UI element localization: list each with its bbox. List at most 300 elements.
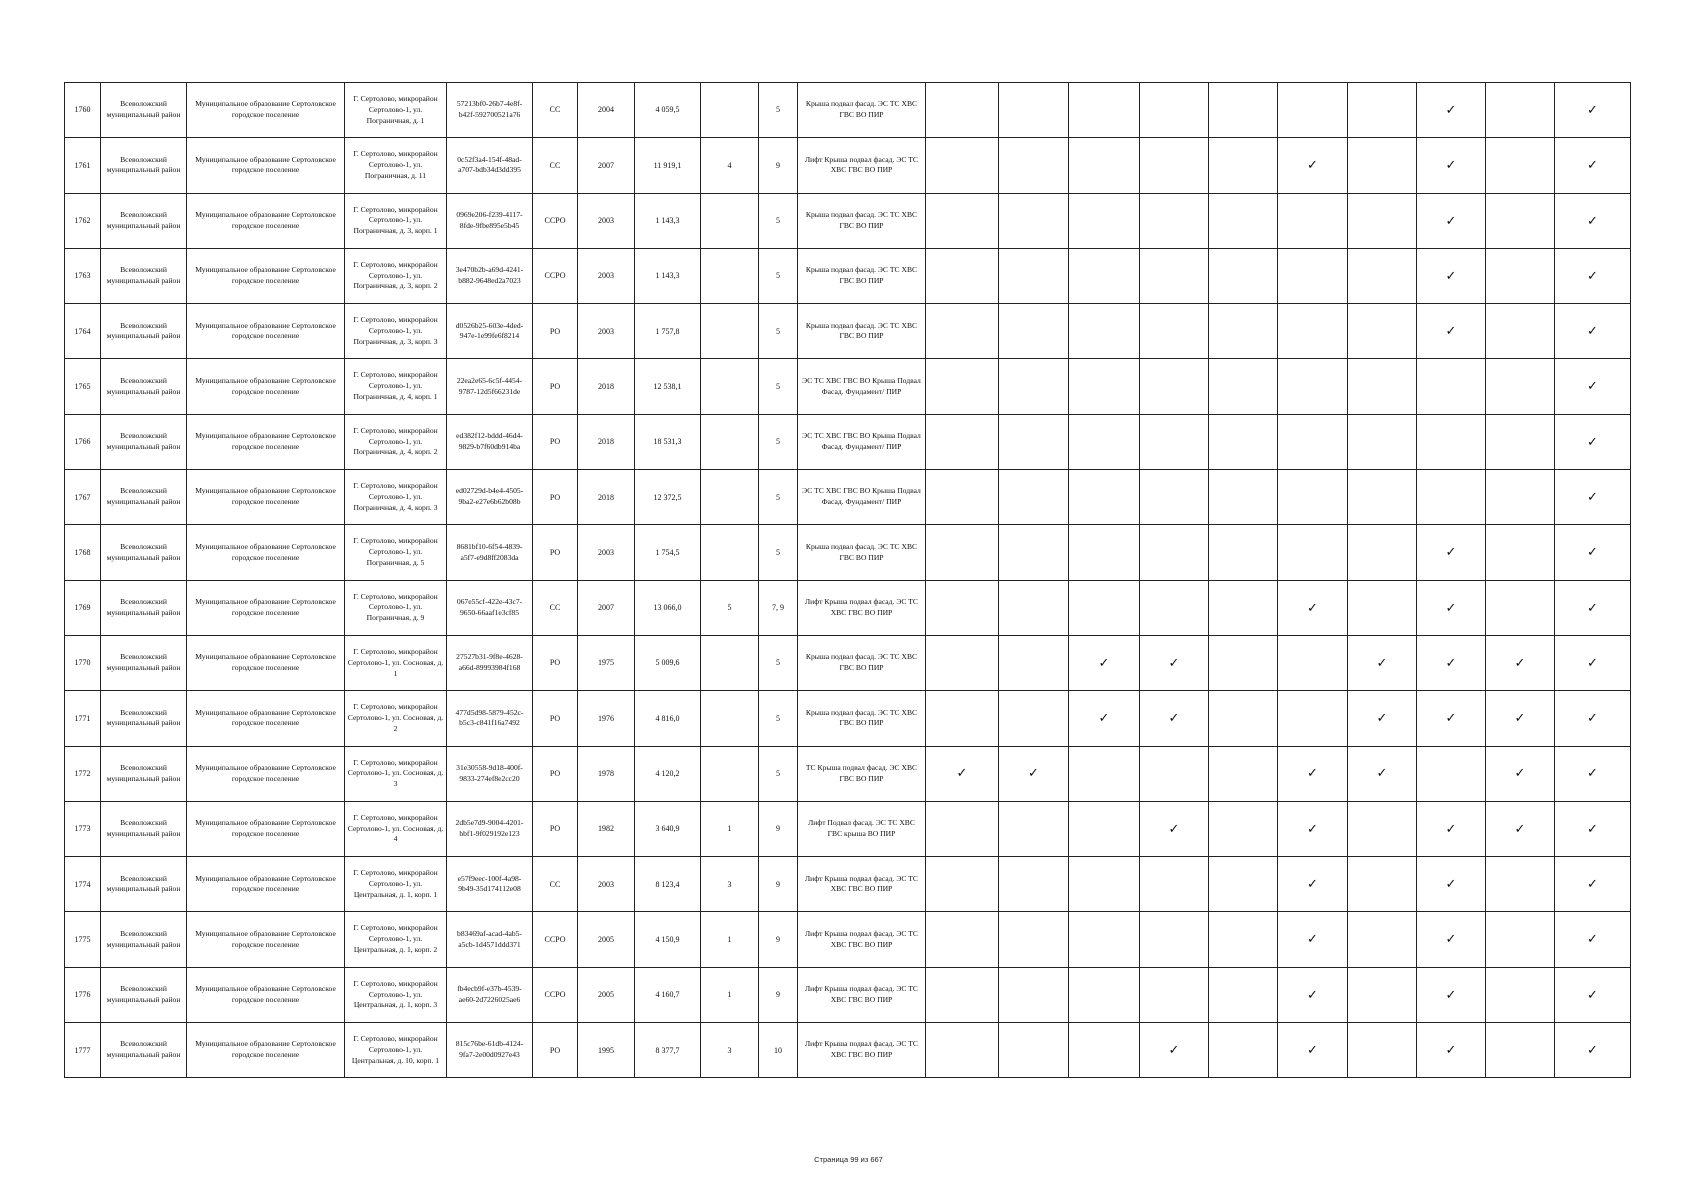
checkmark-icon: ✓ [1445,267,1457,283]
work-mark-cell-4 [1140,304,1209,359]
municipality-cell: Муниципальное образование Сертоловское городское поселение [187,414,345,469]
data-table [64,82,1631,1078]
work-mark-cell-2 [999,359,1069,414]
house-guid-cell: ed02729d-b4e4-4505-9ba2-e27e6b62b08b [447,470,533,525]
work-mark-cell-7 [1348,691,1417,746]
work-mark-cell-6 [1278,912,1348,967]
house-guid-cell: 27527b31-9f8e-4628-a66d-89993984f168 [447,635,533,690]
checkmark-icon: ✓ [1587,931,1598,947]
municipality-cell: Муниципальное образование Сертоловское городское поселение [187,304,345,359]
work-mark-cell-7 [1348,470,1417,525]
works-list-cell: ЭС ТС ХВС ГВС ВО Крыша Подвал Фасад. Фундамент/ ПИР [798,359,926,414]
address-cell: Г. Сертолово, микрорайон Сертолово-1, ул. Пограничная, д. 5 [345,525,447,580]
work-mark-cell-5 [1209,1023,1278,1078]
work-mark-cell-9 [1486,359,1555,414]
area-cell: 4 816,0 [635,691,701,746]
checkmark-icon: ✓ [1445,599,1457,615]
work-mark-cell-8 [1417,304,1486,359]
checkmark-icon: ✓ [1587,378,1598,394]
municipality-cell: Муниципальное образование Сертоловское городское поселение [187,525,345,580]
wall-material-cell: СС [533,138,578,193]
table-row [65,414,1631,469]
work-mark-cell-6 [1278,470,1348,525]
district-cell: Всеволожский муниципальный район [101,138,187,193]
works-list-cell: Лифт Крыша подвал фасад. ЭС ТС ХВС ГВС ВО ПИР [798,1023,926,1078]
municipality-cell: Муниципальное образование Сертоловское городское поселение [187,635,345,690]
build-year-cell: 2003 [578,248,635,303]
work-mark-cell-1 [926,857,999,912]
build-year-cell: 2018 [578,470,635,525]
checkmark-icon: ✓ [1098,654,1110,670]
work-mark-cell-10 [1555,304,1631,359]
work-mark-cell-5 [1209,193,1278,248]
work-mark-cell-2 [999,746,1069,801]
field-2-cell: 9 [759,912,798,967]
work-mark-cell-8 [1417,857,1486,912]
work-mark-cell-9 [1486,801,1555,856]
field-2-cell: 5 [759,746,798,801]
wall-material-cell: РО [533,1023,578,1078]
works-list-cell: ЭС ТС ХВС ГВС ВО Крыша Подвал Фасад. Фундамент/ ПИР [798,414,926,469]
checkmark-icon: ✓ [1445,876,1457,892]
table-row [65,967,1631,1022]
work-mark-cell-4 [1140,248,1209,303]
area-cell: 4 150,9 [635,912,701,967]
district-cell: Всеволожский муниципальный район [101,857,187,912]
work-mark-cell-8 [1417,470,1486,525]
work-mark-cell-6 [1278,691,1348,746]
checkmark-icon: ✓ [1587,101,1598,117]
address-cell: Г. Сертолово, микрорайон Сертолово-1, ул. Сосновая, д. 3 [345,746,447,801]
work-mark-cell-2 [999,967,1069,1022]
area-cell: 1 754,5 [635,525,701,580]
district-cell: Всеволожский муниципальный район [101,635,187,690]
work-mark-cell-10 [1555,193,1631,248]
work-mark-cell-3 [1069,912,1140,967]
work-mark-cell-4 [1140,359,1209,414]
field-1-cell [701,304,759,359]
municipality-cell: Муниципальное образование Сертоловское городское поселение [187,359,345,414]
work-mark-cell-5 [1209,635,1278,690]
work-mark-cell-10 [1555,470,1631,525]
works-list-cell: Лифт Крыша подвал фасад. ЭС ТС ХВС ГВС ВО ПИР [798,138,926,193]
work-mark-cell-9 [1486,193,1555,248]
build-year-cell: 1976 [578,691,635,746]
checkmark-icon: ✓ [1587,267,1598,283]
checkmark-icon: ✓ [1168,1041,1180,1057]
work-mark-cell-8 [1417,83,1486,138]
wall-material-cell: РО [533,801,578,856]
address-cell: Г. Сертолово, микрорайон Сертолово-1, ул. Пограничная, д. 4, корп. 1 [345,359,447,414]
work-mark-cell-2 [999,83,1069,138]
area-cell: 18 531,3 [635,414,701,469]
table-row [65,470,1631,525]
work-mark-cell-7 [1348,359,1417,414]
checkmark-icon: ✓ [1307,876,1318,892]
work-mark-cell-3 [1069,635,1140,690]
checkmark-icon: ✓ [1028,765,1039,781]
work-mark-cell-7 [1348,525,1417,580]
table-row [65,746,1631,801]
house-guid-cell: 2db5e7d9-9004-4201-bbf1-9f029192e123 [447,801,533,856]
municipality-cell: Муниципальное образование Сертоловское городское поселение [187,580,345,635]
work-mark-cell-5 [1209,746,1278,801]
works-list-cell: ТС Крыша подвал фасад. ЭС ХВС ГВС ВО ПИР [798,746,926,801]
district-cell: Всеволожский муниципальный район [101,691,187,746]
work-mark-cell-1 [926,414,999,469]
checkmark-icon: ✓ [1168,654,1180,670]
wall-material-cell: СС [533,857,578,912]
field-2-cell: 9 [759,967,798,1022]
work-mark-cell-8 [1417,193,1486,248]
work-mark-cell-7 [1348,414,1417,469]
work-mark-cell-6 [1278,746,1348,801]
work-mark-cell-4 [1140,193,1209,248]
work-mark-cell-5 [1209,801,1278,856]
work-mark-cell-4 [1140,525,1209,580]
field-1-cell [701,248,759,303]
field-2-cell: 5 [759,470,798,525]
field-2-cell: 5 [759,359,798,414]
work-mark-cell-2 [999,857,1069,912]
checkmark-icon: ✓ [1445,544,1457,560]
work-mark-cell-5 [1209,857,1278,912]
field-2-cell: 5 [759,304,798,359]
work-mark-cell-9 [1486,304,1555,359]
work-mark-cell-10 [1555,967,1631,1022]
build-year-cell: 2007 [578,580,635,635]
work-mark-cell-3 [1069,691,1140,746]
address-cell: Г. Сертолово, микрорайон Сертолово-1, ул. Центральная, д. 1, корп. 3 [345,967,447,1022]
build-year-cell: 2003 [578,304,635,359]
work-mark-cell-4 [1140,83,1209,138]
table-row [65,138,1631,193]
field-1-cell [701,635,759,690]
field-1-cell: 3 [701,1023,759,1078]
work-mark-cell-10 [1555,83,1631,138]
row-number: 1773 [65,801,101,856]
field-2-cell: 9 [759,138,798,193]
address-cell: Г. Сертолово, микрорайон Сертолово-1, ул. Пограничная, д. 1 [345,83,447,138]
municipality-cell: Муниципальное образование Сертоловское городское поселение [187,83,345,138]
area-cell: 13 066,0 [635,580,701,635]
address-cell: Г. Сертолово, микрорайон Сертолово-1, ул. Пограничная, д. 9 [345,580,447,635]
work-mark-cell-2 [999,912,1069,967]
work-mark-cell-9 [1486,470,1555,525]
district-cell: Всеволожский муниципальный район [101,304,187,359]
work-mark-cell-6 [1278,967,1348,1022]
row-number: 1763 [65,248,101,303]
work-mark-cell-7 [1348,857,1417,912]
wall-material-cell: ССРО [533,967,578,1022]
row-number: 1769 [65,580,101,635]
work-mark-cell-6 [1278,193,1348,248]
work-mark-cell-7 [1348,801,1417,856]
checkmark-icon: ✓ [956,765,968,781]
row-number: 1777 [65,1023,101,1078]
row-number: 1760 [65,83,101,138]
checkmark-icon: ✓ [1376,710,1388,726]
work-mark-cell-3 [1069,801,1140,856]
area-cell: 3 640,9 [635,801,701,856]
build-year-cell: 2003 [578,193,635,248]
area-cell: 5 009,6 [635,635,701,690]
district-cell: Всеволожский муниципальный район [101,1023,187,1078]
house-guid-cell: e57f9eec-100f-4a98-9b49-35d174112e08 [447,857,533,912]
work-mark-cell-10 [1555,1023,1631,1078]
field-1-cell: 1 [701,967,759,1022]
work-mark-cell-7 [1348,746,1417,801]
work-mark-cell-2 [999,470,1069,525]
work-mark-cell-5 [1209,912,1278,967]
area-cell: 1 143,3 [635,193,701,248]
build-year-cell: 2018 [578,359,635,414]
area-cell: 4 059,5 [635,83,701,138]
work-mark-cell-3 [1069,359,1140,414]
work-mark-cell-7 [1348,912,1417,967]
work-mark-cell-10 [1555,635,1631,690]
checkmark-icon: ✓ [1587,820,1598,836]
municipality-cell: Муниципальное образование Сертоловское городское поселение [187,857,345,912]
work-mark-cell-4 [1140,1023,1209,1078]
work-mark-cell-7 [1348,304,1417,359]
work-mark-cell-8 [1417,580,1486,635]
row-number: 1764 [65,304,101,359]
checkmark-icon: ✓ [1307,931,1318,947]
works-list-cell: Крыша подвал фасад. ЭС ТС ХВС ГВС ВО ПИР [798,691,926,746]
work-mark-cell-6 [1278,83,1348,138]
field-1-cell [701,414,759,469]
works-list-cell: Лифт Крыша подвал фасад. ЭС ТС ХВС ГВС ВО ПИР [798,580,926,635]
work-mark-cell-4 [1140,691,1209,746]
work-mark-cell-9 [1486,580,1555,635]
works-list-cell: ЭС ТС ХВС ГВС ВО Крыша Подвал Фасад. Фундамент/ ПИР [798,470,926,525]
work-mark-cell-6 [1278,1023,1348,1078]
table-row [65,525,1631,580]
municipality-cell: Муниципальное образование Сертоловское городское поселение [187,1023,345,1078]
table-row [65,691,1631,746]
house-guid-cell: b83469af-acad-4ab5-a5cb-1d4571ddd371 [447,912,533,967]
work-mark-cell-5 [1209,691,1278,746]
area-cell: 1 757,8 [635,304,701,359]
work-mark-cell-10 [1555,691,1631,746]
checkmark-icon: ✓ [1307,599,1318,615]
checkmark-icon: ✓ [1587,986,1598,1002]
area-cell: 4 160,7 [635,967,701,1022]
work-mark-cell-2 [999,414,1069,469]
work-mark-cell-9 [1486,967,1555,1022]
work-mark-cell-7 [1348,193,1417,248]
work-mark-cell-9 [1486,414,1555,469]
build-year-cell: 1995 [578,1023,635,1078]
work-mark-cell-4 [1140,801,1209,856]
work-mark-cell-3 [1069,580,1140,635]
wall-material-cell: РО [533,691,578,746]
work-mark-cell-4 [1140,967,1209,1022]
address-cell: Г. Сертолово, микрорайон Сертолово-1, ул. Сосновая, д. 1 [345,635,447,690]
house-guid-cell: fb4ecb9f-e37b-4539-ae60-2d7226025ae6 [447,967,533,1022]
work-mark-cell-1 [926,691,999,746]
field-1-cell [701,193,759,248]
checkmark-icon: ✓ [1445,323,1457,339]
address-cell: Г. Сертолово, микрорайон Сертолово-1, ул. Пограничная, д. 11 [345,138,447,193]
district-cell: Всеволожский муниципальный район [101,193,187,248]
area-cell: 1 143,3 [635,248,701,303]
work-mark-cell-3 [1069,857,1140,912]
build-year-cell: 1982 [578,801,635,856]
work-mark-cell-5 [1209,470,1278,525]
work-mark-cell-5 [1209,359,1278,414]
work-mark-cell-2 [999,580,1069,635]
address-cell: Г. Сертолово, микрорайон Сертолово-1, ул. Сосновая, д. 2 [345,691,447,746]
address-cell: Г. Сертолово, микрорайон Сертолово-1, ул. Центральная, д. 10, корп. 1 [345,1023,447,1078]
checkmark-icon: ✓ [1587,157,1598,173]
district-cell: Всеволожский муниципальный район [101,414,187,469]
checkmark-icon: ✓ [1514,765,1526,781]
work-mark-cell-3 [1069,83,1140,138]
address-cell: Г. Сертолово, микрорайон Сертолово-1, ул. Сосновая, д. 4 [345,801,447,856]
district-cell: Всеволожский муниципальный район [101,83,187,138]
municipality-cell: Муниципальное образование Сертоловское городское поселение [187,193,345,248]
checkmark-icon: ✓ [1168,820,1180,836]
checkmark-icon: ✓ [1307,1041,1318,1057]
wall-material-cell: РО [533,304,578,359]
work-mark-cell-1 [926,746,999,801]
table-row [65,359,1631,414]
work-mark-cell-3 [1069,525,1140,580]
work-mark-cell-4 [1140,857,1209,912]
work-mark-cell-10 [1555,359,1631,414]
checkmark-icon: ✓ [1587,654,1598,670]
area-cell: 12 372,5 [635,470,701,525]
wall-material-cell: ССРО [533,248,578,303]
house-guid-cell: 8681bf10-6f54-4839-a5f7-e9d8ff2083da [447,525,533,580]
field-2-cell: 5 [759,635,798,690]
work-mark-cell-3 [1069,746,1140,801]
work-mark-cell-8 [1417,691,1486,746]
work-mark-cell-3 [1069,248,1140,303]
works-list-cell: Лифт Крыша подвал фасад. ЭС ТС ХВС ГВС ВО ПИР [798,857,926,912]
field-2-cell: 7, 9 [759,580,798,635]
build-year-cell: 2007 [578,138,635,193]
work-mark-cell-1 [926,635,999,690]
area-cell: 4 120,2 [635,746,701,801]
municipality-cell: Муниципальное образование Сертоловское городское поселение [187,801,345,856]
checkmark-icon: ✓ [1587,433,1598,449]
work-mark-cell-10 [1555,580,1631,635]
checkmark-icon: ✓ [1587,323,1598,339]
work-mark-cell-9 [1486,525,1555,580]
address-cell: Г. Сертолово, микрорайон Сертолово-1, ул. Пограничная, д. 4, корп. 3 [345,470,447,525]
address-cell: Г. Сертолово, микрорайон Сертолово-1, ул. Пограничная, д. 4, корп. 2 [345,414,447,469]
work-mark-cell-4 [1140,470,1209,525]
work-mark-cell-4 [1140,635,1209,690]
work-mark-cell-2 [999,248,1069,303]
work-mark-cell-1 [926,248,999,303]
district-cell: Всеволожский муниципальный район [101,912,187,967]
work-mark-cell-9 [1486,83,1555,138]
work-mark-cell-8 [1417,359,1486,414]
work-mark-cell-4 [1140,138,1209,193]
works-list-cell: Крыша подвал фасад. ЭС ТС ХВС ГВС ВО ПИР [798,248,926,303]
house-guid-cell: ed382f12-bddd-46d4-9829-b7f60db914ba [447,414,533,469]
checkmark-icon: ✓ [1445,986,1457,1002]
checkmark-icon: ✓ [1376,654,1388,670]
house-guid-cell: 477d5d98-5879-452c-b5c3-c841f16a7492 [447,691,533,746]
house-guid-cell: 3e470b2b-a69d-4241-b882-9648ed2a7023 [447,248,533,303]
row-number: 1766 [65,414,101,469]
checkmark-icon: ✓ [1307,820,1318,836]
checkmark-icon: ✓ [1514,654,1526,670]
address-cell: Г. Сертолово, микрорайон Сертолово-1, ул. Пограничная, д. 3, корп. 1 [345,193,447,248]
work-mark-cell-3 [1069,138,1140,193]
work-mark-cell-7 [1348,635,1417,690]
work-mark-cell-5 [1209,414,1278,469]
field-2-cell: 5 [759,414,798,469]
district-cell: Всеволожский муниципальный район [101,967,187,1022]
work-mark-cell-1 [926,359,999,414]
municipality-cell: Муниципальное образование Сертоловское городское поселение [187,912,345,967]
house-guid-cell: d0526b25-603e-4ded-947e-1e99fe6f8214 [447,304,533,359]
field-2-cell: 9 [759,801,798,856]
work-mark-cell-4 [1140,580,1209,635]
build-year-cell: 2003 [578,857,635,912]
checkmark-icon: ✓ [1307,157,1318,173]
field-2-cell: 5 [759,193,798,248]
work-mark-cell-5 [1209,304,1278,359]
work-mark-cell-9 [1486,138,1555,193]
checkmark-icon: ✓ [1307,765,1318,781]
row-number: 1761 [65,138,101,193]
district-cell: Всеволожский муниципальный район [101,248,187,303]
checkmark-icon: ✓ [1445,1041,1457,1057]
work-mark-cell-2 [999,801,1069,856]
checkmark-icon: ✓ [1587,1041,1598,1057]
field-1-cell [701,359,759,414]
checkmark-icon: ✓ [1445,931,1457,947]
row-number: 1774 [65,857,101,912]
work-mark-cell-1 [926,1023,999,1078]
table-row [65,83,1631,138]
table-row [65,193,1631,248]
work-mark-cell-6 [1278,580,1348,635]
row-number: 1770 [65,635,101,690]
field-1-cell [701,83,759,138]
build-year-cell: 1975 [578,635,635,690]
work-mark-cell-7 [1348,248,1417,303]
wall-material-cell: РО [533,414,578,469]
checkmark-icon: ✓ [1445,212,1457,228]
area-cell: 8 123,4 [635,857,701,912]
row-number: 1775 [65,912,101,967]
table-row [65,857,1631,912]
works-list-cell: Лифт Крыша подвал фасад. ЭС ТС ХВС ГВС ВО ПИР [798,967,926,1022]
table-row [65,635,1631,690]
field-2-cell: 5 [759,525,798,580]
work-mark-cell-10 [1555,801,1631,856]
work-mark-cell-8 [1417,801,1486,856]
work-mark-cell-9 [1486,691,1555,746]
municipality-cell: Муниципальное образование Сертоловское городское поселение [187,248,345,303]
field-1-cell [701,746,759,801]
wall-material-cell: РО [533,635,578,690]
checkmark-icon: ✓ [1587,710,1598,726]
field-2-cell: 9 [759,857,798,912]
table-row [65,580,1631,635]
wall-material-cell: СС [533,580,578,635]
work-mark-cell-3 [1069,1023,1140,1078]
work-mark-cell-10 [1555,525,1631,580]
